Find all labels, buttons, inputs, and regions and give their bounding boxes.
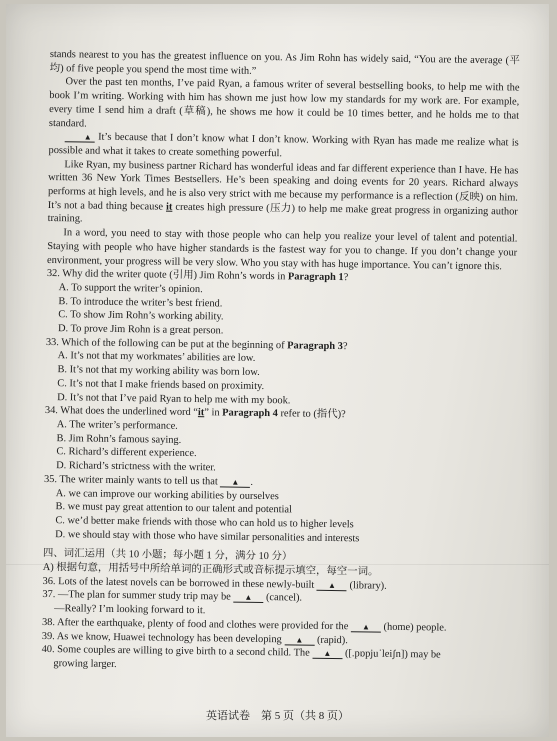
question-39-hint: (rapid). [316, 634, 348, 646]
underlined-word-it: it [165, 201, 173, 213]
question-34-stem: 34. What does the underlined word “ [44, 405, 199, 419]
option-34b: B. Jim Rohn’s famous saying. [56, 432, 182, 446]
option-32a: A. To support the writer’s opinion. [58, 282, 203, 296]
question-37-hint: (cancel). [265, 592, 303, 604]
question-34-end: refer to (指代)? [277, 408, 346, 421]
answer-blank: ▲ [220, 477, 250, 487]
option-32b: B. To introduce the writer’s best friend. [58, 295, 223, 310]
section-4-instruction: A) 根据句意，用括号中所给单词的正确形式或音标提示填空，每空一词。 [42, 561, 379, 578]
question-34-it: it [197, 407, 205, 419]
option-34a: A. The writer’s performance. [56, 419, 178, 432]
option-33c: C. It’s not that I make friends based on proximity. [57, 378, 265, 392]
answer-blank: ▲ [65, 132, 95, 142]
answer-blank: ▲ [351, 622, 381, 632]
option-34d: D. Richard’s strictness with the writer. [56, 460, 216, 474]
page-footer: 英语试卷 第 5 页（共 8 页） [206, 710, 349, 722]
question-33-end: ? [342, 340, 348, 352]
question-37-text: 37. —The plan for summer study trip may be [42, 589, 231, 603]
option-33b: B. It’s not that my working ability was born low. [57, 364, 260, 379]
answer-blank: ▲ [233, 593, 263, 603]
answer-blank: ▲ [284, 635, 314, 645]
answer-blank: ▲ [317, 580, 347, 590]
question-32-end: ? [343, 272, 349, 284]
question-36-hint: (library). [349, 579, 387, 592]
paragraph-4-text-a: Like Ryan, my business partner Richard has wonderful ideas and far different experience than I have. He has written 36 New York Times Bestsellers. He’s been speaking and doing events for 20 years. Richard always performs at high levels, and he is also very strict with me because my performance is a reflection (反映) on him. It’s not a bad thing because [47, 158, 519, 213]
option-32c: C. To show Jim Rohn’s working ability. [58, 309, 224, 323]
page-content [41, 48, 520, 677]
question-35-end: . [250, 476, 254, 488]
option-34c: C. Richard’s different experience. [56, 446, 197, 460]
question-33-bold: Paragraph 3 [287, 340, 343, 352]
option-35b: B. we must pay great attention to our talent and potential [55, 501, 292, 516]
passage-paragraph-5: In a word, you need to stay with those people who can help you realize your level of talent and potential. Staying with people who have higher standards is the fastest way for you to change. If you don’t change your environment, your progress will be very slow. Who you stay with has huge importance. You can’t ignore this. [46, 227, 518, 272]
option-35d: D. we should stay with those who have similar personalities and interests [55, 528, 360, 544]
question-34-mid: ” in [204, 407, 223, 419]
option-33d: D. It’s not that I’ve paid Ryan to help me with my book. [57, 391, 291, 406]
question-38-text: 38. After the earthquake, plenty of food and clothes were provided for the [41, 616, 349, 633]
paragraph-3-text: It’s because that I don’t know what I don’t know. Working with Ryan has made me realize what is possible and what it takes to create something powerful. [48, 131, 519, 160]
paragraph-4-text-b: creates high pressure (压力) to help me make great progress in organizing author training. [47, 201, 518, 225]
option-33a: A. It’s not that my workmates’ abilities are low. [57, 350, 256, 365]
answer-blank: ▲ [312, 649, 342, 659]
question-40-hint: ([.pɒpjuˈleiʃn]) may be [344, 648, 441, 661]
question-37-reply: —Really? I’m looking forward to it. [54, 603, 206, 617]
question-40-text: 40. Some couples are willing to give birth to a second child. The [41, 644, 310, 659]
question-39-text: 39. As we know, Huawei technology has been developing [41, 630, 282, 645]
option-32d: D. To prove Jim Rohn is a great person. [58, 323, 224, 337]
passage-paragraph-1: stands nearest to you has the greatest influence on you. As Jim Rohn has widely said, “You are the average (平均) of five people you spend the most time with.” [49, 48, 520, 77]
question-34-bold: Paragraph 4 [222, 407, 278, 420]
passage-paragraph-4 [48, 158, 519, 233]
passage-paragraph-2: Over the past ten months, I’ve paid Ryan, a famous writer of several bestselling books, to help me with the book I’m writing. Working with him has shown me just how low my standards for my work are. For example, every time I send him a draft (草稿), he shows me how it could be 10 times better, and he holds me to that standard. [48, 76, 520, 130]
question-36-text: 36. Lots of the latest novels can be borrowed in these newly-built [42, 575, 315, 591]
question-38-hint: (home) people. [383, 621, 447, 634]
exam-page [6, 4, 549, 737]
section-4-title: 四、词汇运用（共 10 小题；每小题 1 分，满分 10 分） [42, 548, 293, 563]
option-35c: C. we’d better make friends with those who can hold us to higher levels [55, 515, 354, 531]
question-32-bold: Paragraph 1 [287, 271, 344, 284]
question-40-continuation: growing larger. [53, 658, 117, 670]
question-32-stem: 32. Why did the writer quote (引用) Jim Rohn’s words in [46, 268, 288, 283]
question-33-stem: 33. Which of the following can be put at the beginning of [45, 336, 288, 352]
question-35-stem: 35. The writer mainly wants to tell us that [43, 473, 218, 488]
option-35a: A. we can improve our working abilities by ourselves [55, 487, 279, 502]
